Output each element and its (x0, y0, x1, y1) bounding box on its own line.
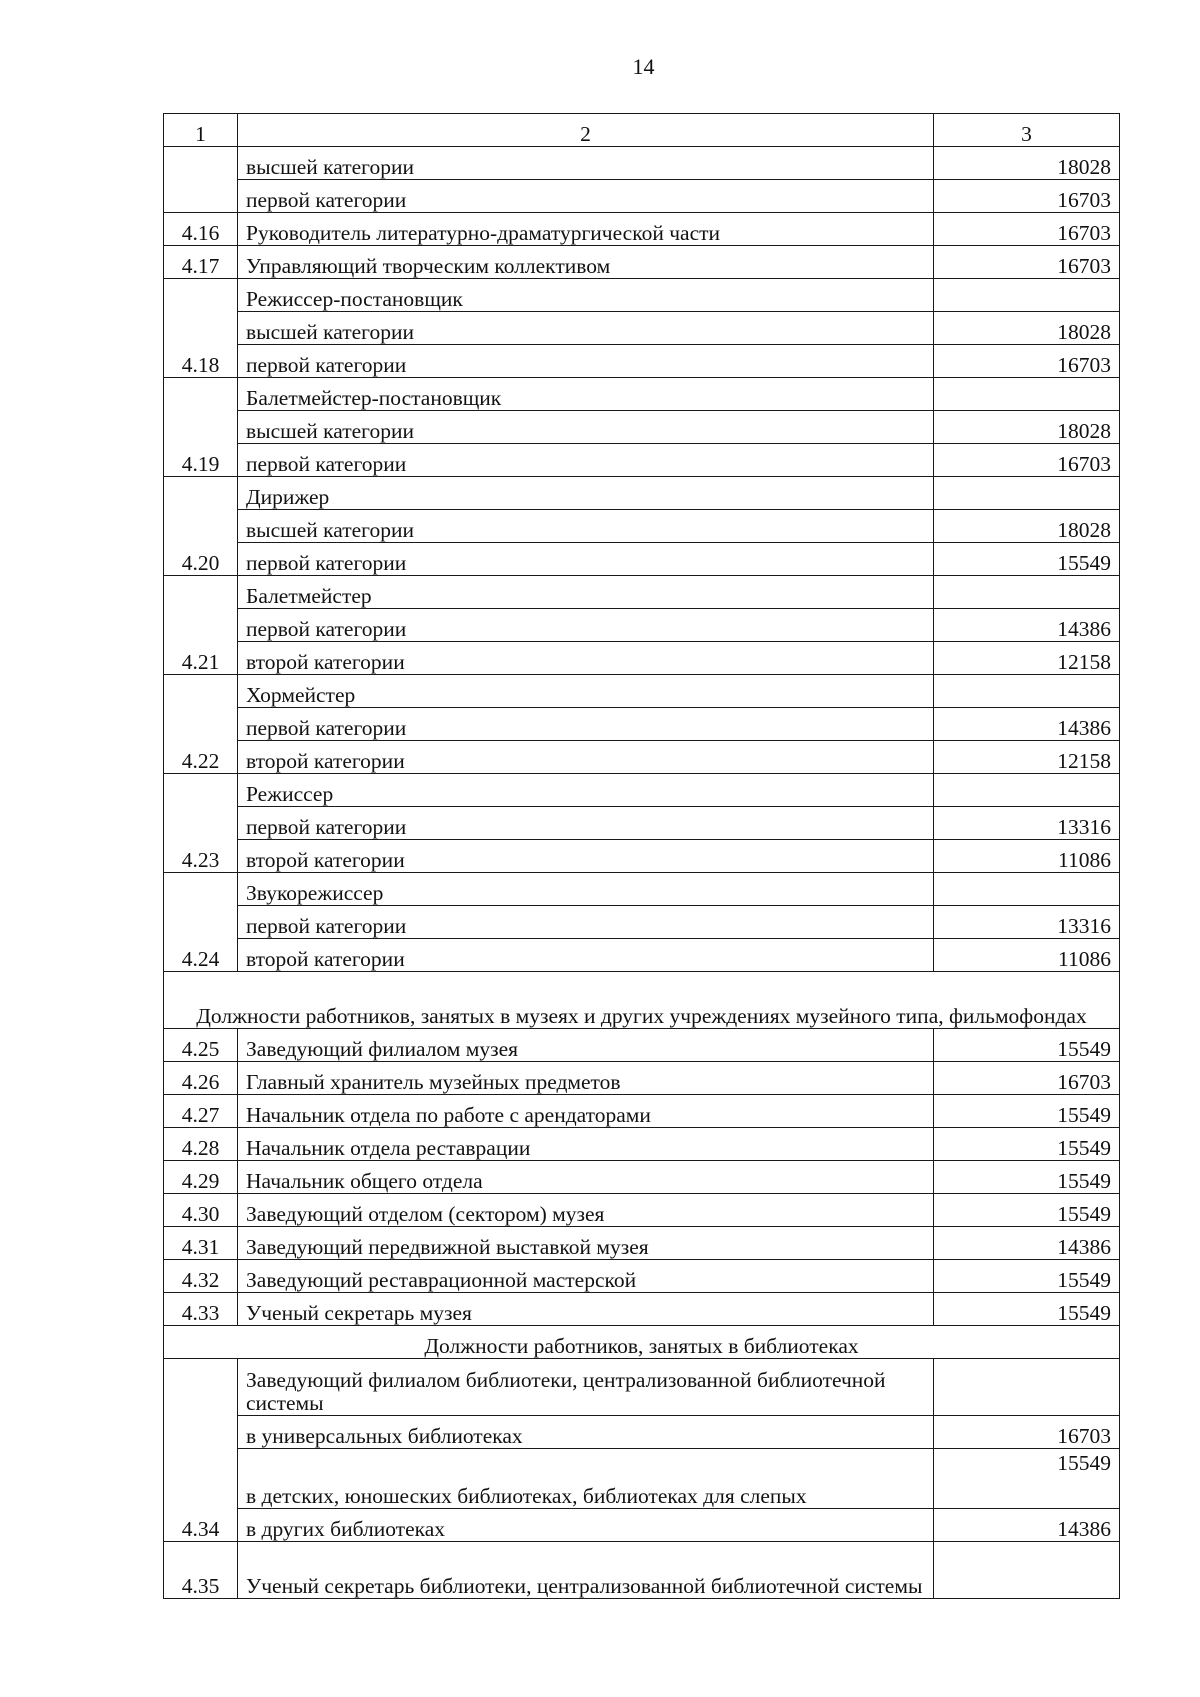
row-number: 4.19 (164, 378, 238, 477)
row-number: 4.26 (164, 1062, 238, 1095)
table-row (164, 873, 1120, 906)
salary-value: 11086 (934, 840, 1120, 873)
row-number: 4.32 (164, 1260, 238, 1293)
row-number: 4.16 (164, 213, 238, 246)
row-number: 4.31 (164, 1227, 238, 1260)
salary-value: 14386 (934, 1227, 1120, 1260)
salary-value: 15549 (934, 1260, 1120, 1293)
position-name: Режиссер-постановщик (238, 279, 934, 312)
row-number: 4.20 (164, 477, 238, 576)
position-name: первой категории (238, 807, 934, 840)
salary-value: 16703 (934, 1062, 1120, 1095)
table-row (164, 378, 1120, 411)
position-name: Балетмейстер-постановщик (238, 378, 934, 411)
salary-value: 15549 (934, 1128, 1120, 1161)
table-row (164, 1161, 1120, 1194)
salary-value: 15549 (934, 1449, 1120, 1509)
table-row (164, 246, 1120, 279)
position-name: первой категории (238, 609, 934, 642)
position-name: второй категории (238, 939, 934, 972)
row-number: 4.34 (164, 1359, 238, 1542)
table-row (164, 411, 1120, 444)
table-row (164, 1194, 1120, 1227)
table-row (164, 741, 1120, 774)
table-row (164, 180, 1120, 213)
position-name: Заведующий филиалом музея (238, 1029, 934, 1062)
position-name: Начальник отдела по работе с арендаторами (238, 1095, 934, 1128)
salary-value (934, 675, 1120, 708)
salary-value (934, 1542, 1120, 1599)
row-number: 4.18 (164, 279, 238, 378)
table-row (164, 1227, 1120, 1260)
section-header: Должности работников, занятых в музеях и других учреждениях музейного типа, фильмофондах (164, 972, 1120, 1029)
position-name: Ученый секретарь музея (238, 1293, 934, 1326)
position-name: Заведующий передвижной выставкой музея (238, 1227, 934, 1260)
position-name: второй категории (238, 741, 934, 774)
table-row (164, 675, 1120, 708)
position-name: первой категории (238, 543, 934, 576)
salary-value (934, 477, 1120, 510)
salary-value: 15549 (934, 1194, 1120, 1227)
salary-value: 12158 (934, 642, 1120, 675)
position-name: высшей категории (238, 147, 934, 180)
salary-value: 13316 (934, 807, 1120, 840)
position-name: Заведующий реставрационной мастерской (238, 1260, 934, 1293)
row-number: 4.23 (164, 774, 238, 873)
position-name: высшей категории (238, 510, 934, 543)
table-row (164, 213, 1120, 246)
salary-value: 18028 (934, 510, 1120, 543)
salary-value: 18028 (934, 147, 1120, 180)
row-number: 4.21 (164, 576, 238, 675)
position-name: высшей категории (238, 411, 934, 444)
row-number: 4.29 (164, 1161, 238, 1194)
position-name: Режиссер (238, 774, 934, 807)
position-name: в универсальных библиотеках (238, 1416, 934, 1449)
position-name: Управляющий творческим коллективом (238, 246, 934, 279)
position-name: высшей категории (238, 312, 934, 345)
table-row (164, 1128, 1120, 1161)
section-header: Должности работников, занятых в библиотеках (164, 1326, 1120, 1359)
header-col-3: 3 (934, 114, 1120, 147)
row-number: 4.33 (164, 1293, 238, 1326)
table-row (164, 312, 1120, 345)
row-number (164, 147, 238, 213)
table-row (164, 1449, 1120, 1509)
salary-value: 16703 (934, 1416, 1120, 1449)
header-col-2: 2 (238, 114, 934, 147)
salary-value: 14386 (934, 708, 1120, 741)
salary-value: 15549 (934, 1095, 1120, 1128)
position-name: первой категории (238, 345, 934, 378)
salary-value: 15549 (934, 1293, 1120, 1326)
row-number: 4.30 (164, 1194, 238, 1227)
salary-value: 16703 (934, 444, 1120, 477)
salary-value: 18028 (934, 312, 1120, 345)
salary-value: 12158 (934, 741, 1120, 774)
salary-value (934, 576, 1120, 609)
salary-value: 16703 (934, 246, 1120, 279)
position-name: первой категории (238, 180, 934, 213)
table-row (164, 1029, 1120, 1062)
salary-value: 11086 (934, 939, 1120, 972)
salary-value: 16703 (934, 345, 1120, 378)
salary-value (934, 378, 1120, 411)
position-name: Начальник общего отдела (238, 1161, 934, 1194)
position-name: Ученый секретарь библиотеки, централизованной библиотечной системы (238, 1542, 934, 1599)
table-row (164, 807, 1120, 840)
table-row (164, 345, 1120, 378)
salary-value (934, 873, 1120, 906)
table-row (164, 1260, 1120, 1293)
table-row (164, 1509, 1120, 1542)
salary-table (163, 113, 1120, 1599)
salary-value (934, 1359, 1120, 1416)
table-row (164, 906, 1120, 939)
table-row (164, 147, 1120, 180)
section-header-row (164, 1326, 1120, 1359)
row-number: 4.22 (164, 675, 238, 774)
table-row (164, 642, 1120, 675)
salary-value: 14386 (934, 609, 1120, 642)
salary-value: 15549 (934, 1161, 1120, 1194)
header-row (164, 114, 1120, 147)
table-row (164, 477, 1120, 510)
table-row (164, 1062, 1120, 1095)
table-row (164, 1095, 1120, 1128)
row-number: 4.35 (164, 1542, 238, 1599)
table-row (164, 576, 1120, 609)
position-name: Хормейстер (238, 675, 934, 708)
position-name: Начальник отдела реставрации (238, 1128, 934, 1161)
table-row (164, 1542, 1120, 1599)
salary-value: 16703 (934, 180, 1120, 213)
page-number: 14 (632, 54, 655, 79)
position-name: Руководитель литературно-драматургической части (238, 213, 934, 246)
row-number: 4.24 (164, 873, 238, 972)
position-name: Дирижер (238, 477, 934, 510)
table-row (164, 840, 1120, 873)
salary-value (934, 774, 1120, 807)
salary-value: 15549 (934, 1029, 1120, 1062)
position-name: первой категории (238, 708, 934, 741)
position-name: Балетмейстер (238, 576, 934, 609)
salary-value: 18028 (934, 411, 1120, 444)
position-name: второй категории (238, 642, 934, 675)
salary-value: 14386 (934, 1509, 1120, 1542)
table-row (164, 939, 1120, 972)
row-number: 4.25 (164, 1029, 238, 1062)
table-row (164, 279, 1120, 312)
salary-value: 16703 (934, 213, 1120, 246)
table-row (164, 708, 1120, 741)
table-row (164, 774, 1120, 807)
section-header-row (164, 972, 1120, 1029)
table-row (164, 1416, 1120, 1449)
table-row (164, 1359, 1120, 1416)
table-row (164, 444, 1120, 477)
position-name: Заведующий отделом (сектором) музея (238, 1194, 934, 1227)
row-number: 4.27 (164, 1095, 238, 1128)
position-name: Звукорежиссер (238, 873, 934, 906)
header-col-1: 1 (164, 114, 238, 147)
table-row (164, 609, 1120, 642)
position-name: первой категории (238, 444, 934, 477)
position-name: первой категории (238, 906, 934, 939)
table-row (164, 543, 1120, 576)
salary-value: 15549 (934, 543, 1120, 576)
salary-value: 13316 (934, 906, 1120, 939)
position-name: Главный хранитель музейных предметов (238, 1062, 934, 1095)
row-number: 4.17 (164, 246, 238, 279)
position-name: Заведующий филиалом библиотеки, централизованной библиотечной системы (238, 1359, 934, 1416)
position-name: в других библиотеках (238, 1509, 934, 1542)
table-row (164, 1293, 1120, 1326)
position-name: второй категории (238, 840, 934, 873)
salary-value (934, 279, 1120, 312)
table-row (164, 510, 1120, 543)
position-name: в детских, юношеских библиотеках, библиотеках для слепых (238, 1449, 934, 1509)
row-number: 4.28 (164, 1128, 238, 1161)
